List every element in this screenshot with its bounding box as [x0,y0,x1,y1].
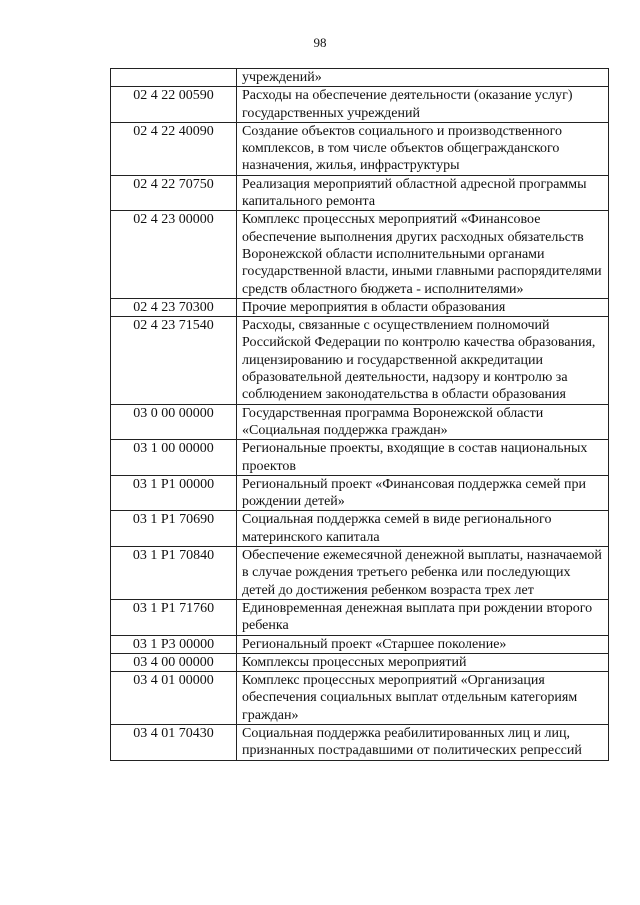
expense-name-cell: Комплекс процессных мероприятий «Финансовое обеспечение выполнения других расходных обязательств Воронежской области исполнительными органами государственной власти, иными главными распорядителями средств областного бюджета - исполнителями» [237,211,609,298]
table-row [111,404,609,440]
classification-code-cell: 03 1 P1 00000 [111,475,237,511]
classification-code-cell: 02 4 23 70300 [111,298,237,316]
expense-name-cell: Обеспечение ежемесячной денежной выплаты, назначаемой в случае рождения третьего ребенка или последующих детей до достижения ребенком возраста трех лет [237,547,609,600]
table-row [111,317,609,404]
expense-name-cell: Создание объектов социального и производственного комплексов, в том числе объектов общегражданского назначения, жилья, инфраструктуры [237,122,609,175]
classification-code-cell: 03 1 P1 70690 [111,511,237,547]
table-row [111,87,609,123]
expense-name-cell: Региональный проект «Финансовая поддержка семей при рождении детей» [237,475,609,511]
classification-code-cell: 03 1 00 00000 [111,440,237,476]
classification-code-cell: 03 4 00 00000 [111,653,237,671]
expense-name-cell: Комплексы процессных мероприятий [237,653,609,671]
table-row [111,122,609,175]
table-row [111,69,609,87]
table-row [111,653,609,671]
classification-code-cell: 03 1 P1 71760 [111,599,237,635]
table-row [111,672,609,725]
page-number: 98 [313,35,327,50]
expense-name-cell: Расходы, связанные с осуществлением полномочий Российской Федерации по контролю качества образования, лицензированию и государственной аккредитации образовательной деятельности, надзору и контролю за соблюдением законодательства в области образования [237,317,609,404]
expense-name-cell: Расходы на обеспечение деятельности (оказание услуг) государственных учреждений [237,87,609,123]
classification-code-cell: 03 4 01 70430 [111,724,237,760]
classification-code-cell: 02 4 23 00000 [111,211,237,298]
table-row [111,211,609,298]
expense-name-cell: Реализация мероприятий областной адресной программы капитального ремонта [237,175,609,211]
table-row [111,635,609,653]
table-row [111,175,609,211]
table-row [111,547,609,600]
table-row [111,298,609,316]
classification-code-cell: 03 1 P1 70840 [111,547,237,600]
table-row [111,724,609,760]
expense-name-cell: Комплекс процессных мероприятий «Организация обеспечения социальных выплат отдельным категориям граждан» [237,672,609,725]
budget-classification-table [110,68,609,761]
table-row [111,511,609,547]
classification-code-cell: 02 4 23 71540 [111,317,237,404]
classification-code-cell: 03 1 P3 00000 [111,635,237,653]
expense-name-cell: Региональные проекты, входящие в состав национальных проектов [237,440,609,476]
expense-name-cell: Прочие мероприятия в области образования [237,298,609,316]
classification-code-cell: 02 4 22 70750 [111,175,237,211]
expense-name-cell: Региональный проект «Старшее поколение» [237,635,609,653]
table-row [111,475,609,511]
expense-name-cell: Социальная поддержка реабилитированных лиц и лиц, признанных пострадавшими от политических репрессий [237,724,609,760]
expense-name-cell: Единовременная денежная выплата при рождении второго ребенка [237,599,609,635]
expense-name-cell: Социальная поддержка семей в виде регионального материнского капитала [237,511,609,547]
classification-code-cell: 02 4 22 00590 [111,87,237,123]
classification-code-cell [111,69,237,87]
classification-code-cell: 02 4 22 40090 [111,122,237,175]
classification-code-cell: 03 0 00 00000 [111,404,237,440]
expense-name-cell: Государственная программа Воронежской области «Социальная поддержка граждан» [237,404,609,440]
table-row [111,440,609,476]
table-row [111,599,609,635]
classification-code-cell: 03 4 01 00000 [111,672,237,725]
table-body [111,69,609,761]
expense-name-cell: учреждений» [237,69,609,87]
